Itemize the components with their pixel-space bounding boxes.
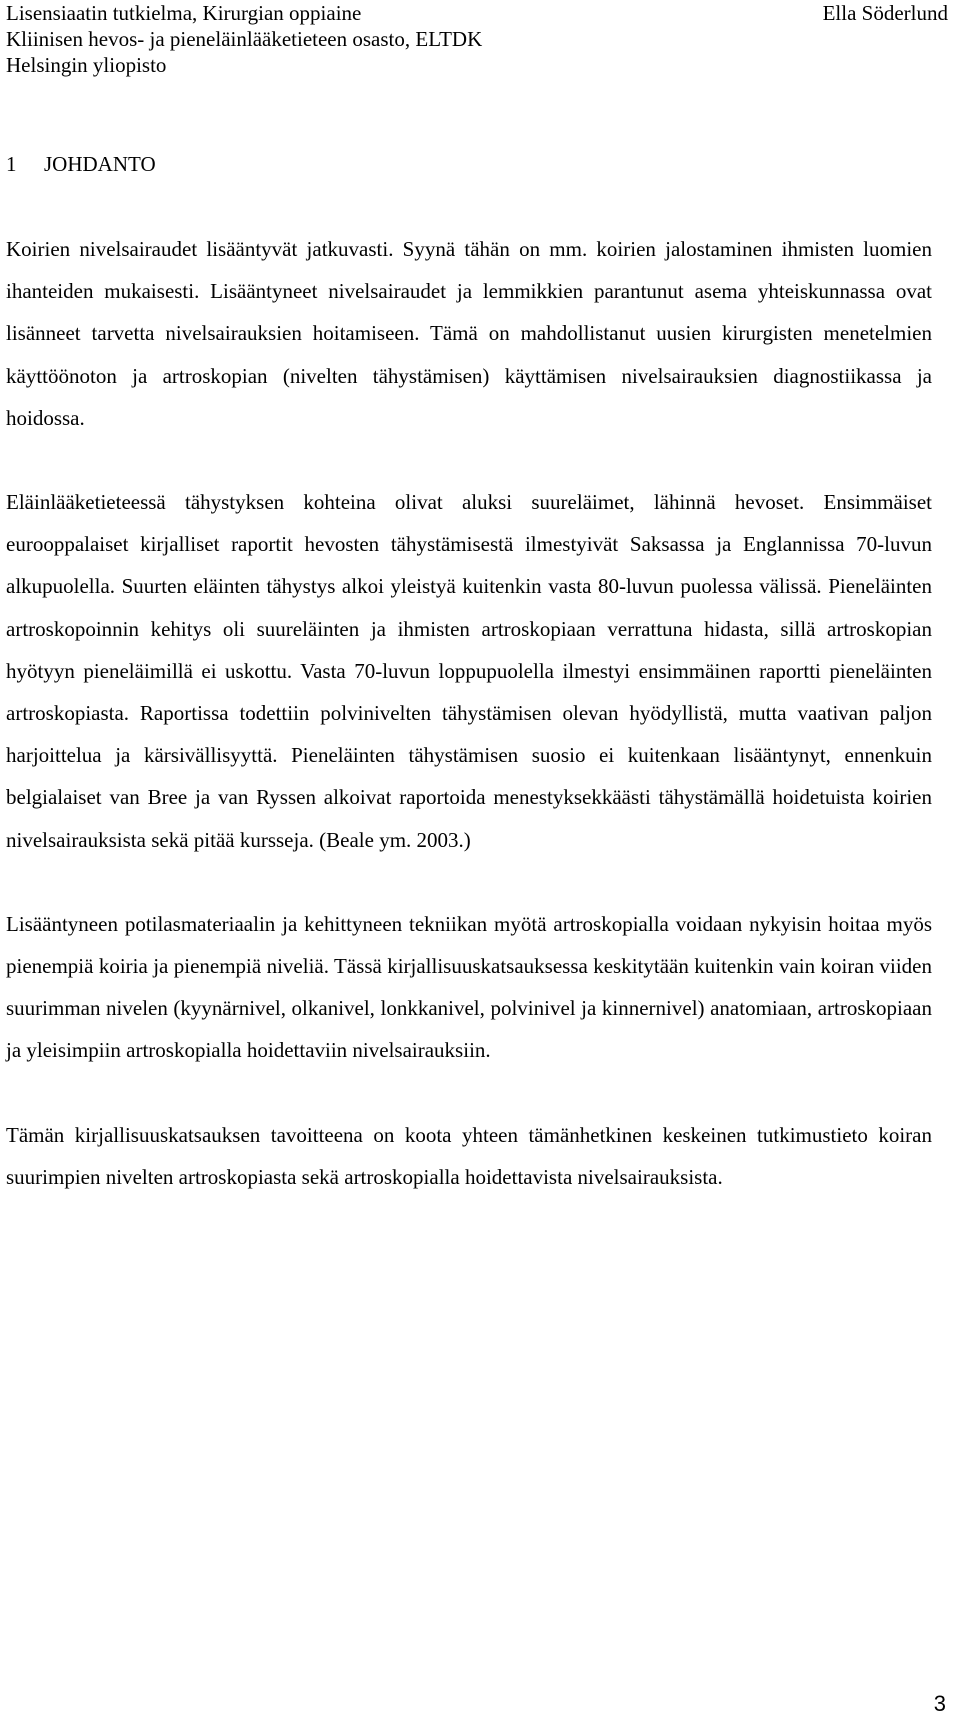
header-affiliation [6,0,706,78]
body-text [6,228,932,1240]
page-number: 3 [933,1691,946,1716]
section-number: 1 [6,152,17,176]
header-thesis-line: Lisensiaatin tutkielma, Kirurgian oppiaine [6,1,362,25]
header-university-line: Helsingin yliopisto [6,53,167,77]
paragraph: Koirien nivelsairaudet lisääntyvät jatkuvasti. Syynä tähän on mm. koirien jalostaminen ihmisten luomien ihanteiden mukaisesti. Lisääntyneet nivelsairaudet ja lemmikkien parantunut asema yhteiskunnassa ovat lisänneet tarvetta nivelsairauksien hoitamiseen. Tämä on mahdollistanut uusien kirurgisten menetelmien käyttöönoton ja artroskopian (nivelten tähystämisen) käyttämisen nivelsairauksien diagnostiikassa ja hoidossa. [6,237,932,430]
header-author: Ella Söderlund [822,1,948,25]
section-heading [6,151,156,177]
header-department-line: Kliinisen hevos- ja pieneläinlääketieteen osasto, ELTDK [6,27,483,51]
paragraph: Tämän kirjallisuuskatsauksen tavoitteena on koota yhteen tämänhetkinen keskeinen tutkimustieto koiran suurimpien nivelten artroskopiasta sekä artroskopialla hoidettavista nivelsairauksista. [6,1122,932,1189]
paragraph: Eläinlääketieteessä tähystyksen kohteina olivat aluksi suureläimet, lähinnä hevoset. Ensimmäiset eurooppalaiset kirjalliset raportit hevosten tähystämisestä ilmestyivät Saksassa ja Englannissa 70-luvun alkupuolella. Suurten eläinten tähystys alkoi yleistyä kuitenkin vasta 80-luvun puolessa välissä. Pieneläinten artroskopoinnin kehitys oli suureläinten ja ihmisten artroskopiaan verrattuna hidasta, sillä artroskopian hyötyyn pieneläimillä ei uskottu. Vasta 70-luvun loppupuolella ilmestyi ensimmäinen raportti pieneläinten artroskopiasta. Raportissa todettiin polvinivelten tähystämisen olevan hyödyllistä, mutta vaativan paljon harjoittelua ja kärsivällisyyttä. Pieneläinten tähystämisen suosio ei kuitenkaan lisääntynyt, ennenkuin belgialaiset van Bree ja van Ryssen alkoivat raportoida menestyksekkäästi tähystämällä hoidetuista koirien nivelsairauksista sekä pitää kursseja. (Beale ym. 2003.) [6,490,932,852]
section-title: JOHDANTO [44,152,156,176]
paragraph: Lisääntyneen potilasmateriaalin ja kehittyneen tekniikan myötä artroskopialla voidaan nykyisin hoitaa myös pienempiä koiria ja pienempiä niveliä. Tässä kirjallisuuskatsauksessa keskitytään kuitenkin vain koiran viiden suurimman nivelen (kyynärnivel, olkanivel, lonkkanivel, polvinivel ja kinnernivel) anatomiaan, artroskopiaan ja yleisimpiin artroskopialla hoidettaviin nivelsairauksiin. [6,911,932,1063]
